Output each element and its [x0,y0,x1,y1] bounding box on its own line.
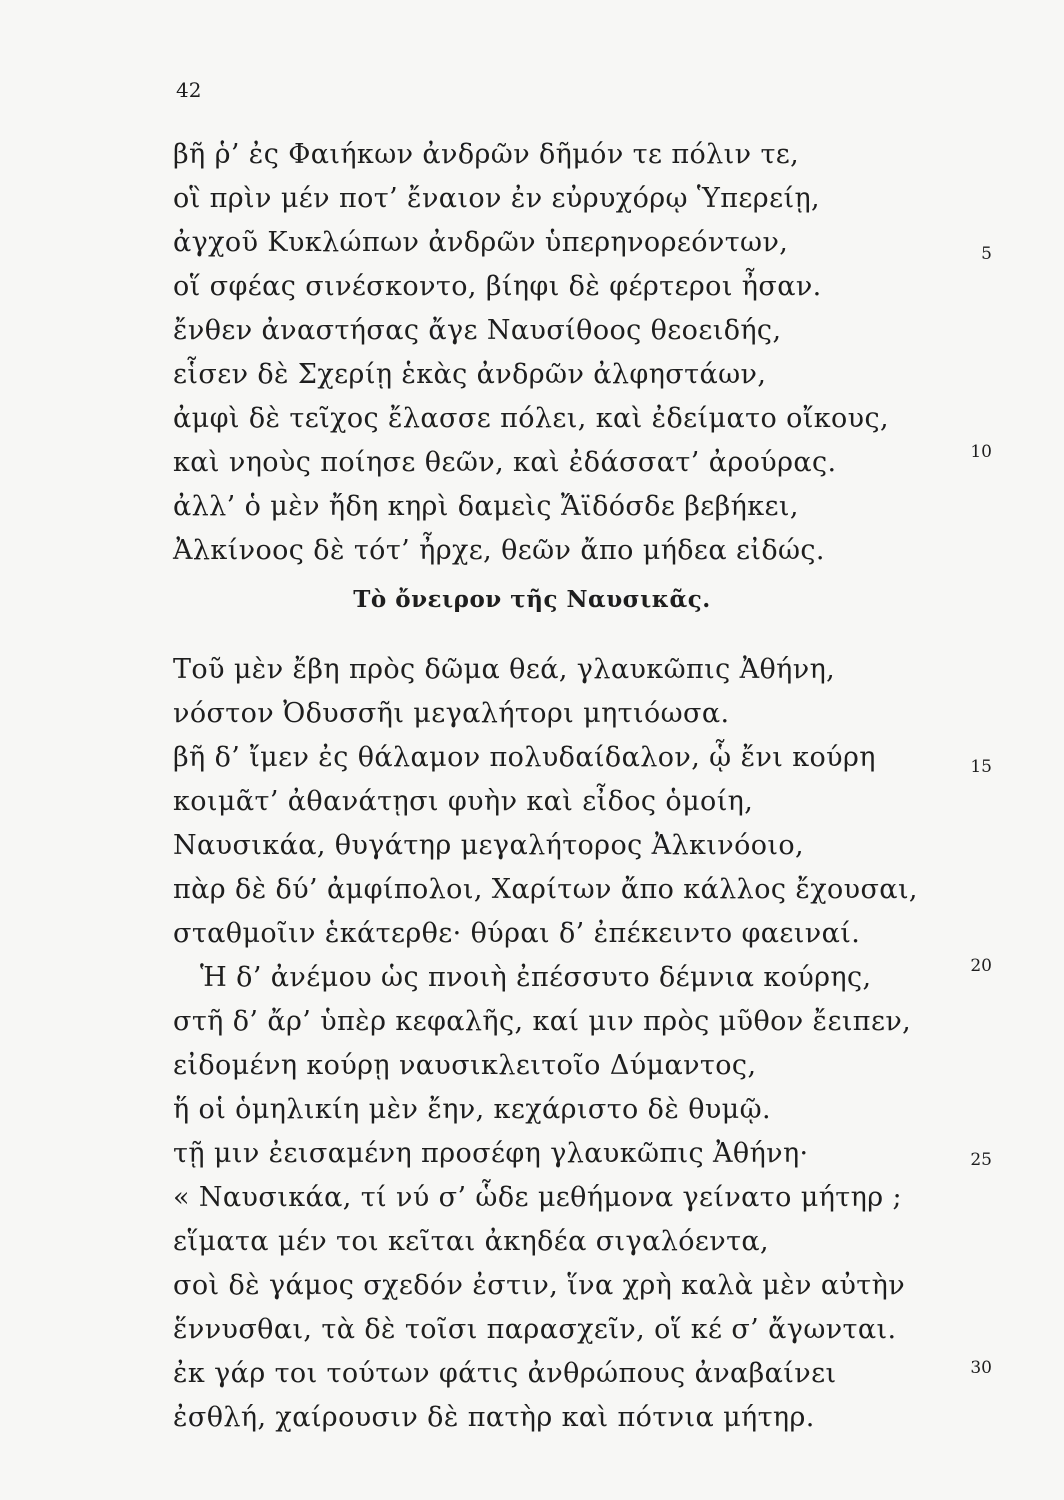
verse-line: στῆ δ’ ἄρ’ ὑπὲρ κεφαλῆς, καί μιν πρὸς μῦθον ἔειπεν, [173,1006,912,1037]
verse-line: τῇ μιν ἐεισαμένη προσέφη γλαυκῶπις Ἀθήνη· [173,1138,809,1169]
line-number: 5 [981,244,992,264]
verse-line: « Ναυσικάα, τί νύ σ’ ὧδε μεθήμονα γείνατο μήτηρ ; [173,1182,902,1213]
verse-line: ἕννυσθαι, τὰ δὲ τοῖσι παρασχεῖν, οἵ κέ σ’ ἄγωνται. [173,1314,897,1345]
verse-line: ἐσθλή, χαίρουσιν δὲ πατὴρ καὶ πότνια μήτηρ. [173,1402,815,1433]
verse-line: Τοῦ μὲν ἔβη πρὸς δῶμα θεά, γλαυκῶπις Ἀθήνη, [173,654,836,685]
verse-line: ἥ οἱ ὁμηλικίη μὲν ἔην, κεχάριστο δὲ θυμῷ. [173,1094,772,1125]
verse-line: καὶ νηοὺς ποίησε θεῶν, καὶ ἐδάσσατ’ ἀρούρας. [173,447,837,478]
line-number: 20 [970,956,992,976]
verse-line: ἀλλ’ ὁ μὲν ἤδη κηρὶ δαμεὶς Ἄϊδόσδε βεβήκει, [173,491,799,522]
verse-line: πὰρ δὲ δύ’ ἀμφίπολοι, Χαρίτων ἄπο κάλλος ἔχουσαι, [173,874,918,905]
verse-line: βῆ δ’ ἴμεν ἐς θάλαμον πολυδαίδαλον, ᾧ ἔνι κούρη [173,742,876,773]
verse-line: νόστον Ὀδυσσῆι μεγαλήτορι μητιόωσα. [173,698,730,729]
verse-line: εἷσεν δὲ Σχερίῃ ἑκὰς ἀνδρῶν ἀλφηστάων, [173,359,767,390]
verse-line: Ἡ δ’ ἀνέμου ὡς πνοιὴ ἐπέσσυτο δέμνια κούρης, [200,962,872,993]
verse-line: ἀγχοῦ Κυκλώπων ἀνδρῶν ὑπερηνορεόντων, [173,227,789,258]
line-number: 10 [970,442,992,462]
section-heading: Τὸ ὄνειρον τῆς Ναυσικᾶς. [353,586,711,613]
verse-line: βῆ ῥ’ ἐς Φαιήκων ἀνδρῶν δῆμόν τε πόλιν τε, [173,139,800,170]
verse-line: ἐκ γάρ τοι τούτων φάτις ἀνθρώπους ἀναβαίνει [173,1358,837,1389]
verse-line: οἵ σφέας σινέσκοντο, βίηφι δὲ φέρτεροι ἦσαν. [173,271,822,302]
verse-line: σοὶ δὲ γάμος σχεδόν ἐστιν, ἵνα χρὴ καλὰ μὲν αὐτὴν [173,1270,906,1301]
verse-line: οἳ πρὶν μέν ποτ’ ἔναιον ἐν εὐρυχόρῳ Ὑπερείῃ, [173,183,820,214]
verse-line: ἀμφὶ δὲ τεῖχος ἔλασσε πόλει, καὶ ἐδείματο οἴκους, [173,403,889,434]
verse-line: κοιμᾶτ’ ἀθανάτῃσι φυὴν καὶ εἶδος ὁμοίη, [173,786,754,817]
verse-line: εἵματα μέν τοι κεῖται ἀκηδέα σιγαλόεντα, [173,1226,770,1257]
verse-line: ἔνθεν ἀναστήσας ἄγε Ναυσίθοος θεοειδής, [173,315,782,346]
line-number: 30 [970,1358,992,1378]
line-number: 15 [970,757,992,777]
verse-line: Ναυσικάα, θυγάτηρ μεγαλήτορος Ἀλκινόοιο, [173,830,805,861]
verse-line: Ἀλκίνοος δὲ τότ’ ἦρχε, θεῶν ἄπο μήδεα εἰδώς. [173,535,825,566]
verse-line: σταθμοῖιν ἑκάτερθε· θύραι δ’ ἐπέκειντο φαειναί. [173,918,861,949]
page-number: 42 [176,78,202,102]
line-number: 25 [970,1150,992,1170]
verse-line: εἰδομένη κούρῃ ναυσικλειτοῖο Δύμαντος, [173,1050,757,1081]
